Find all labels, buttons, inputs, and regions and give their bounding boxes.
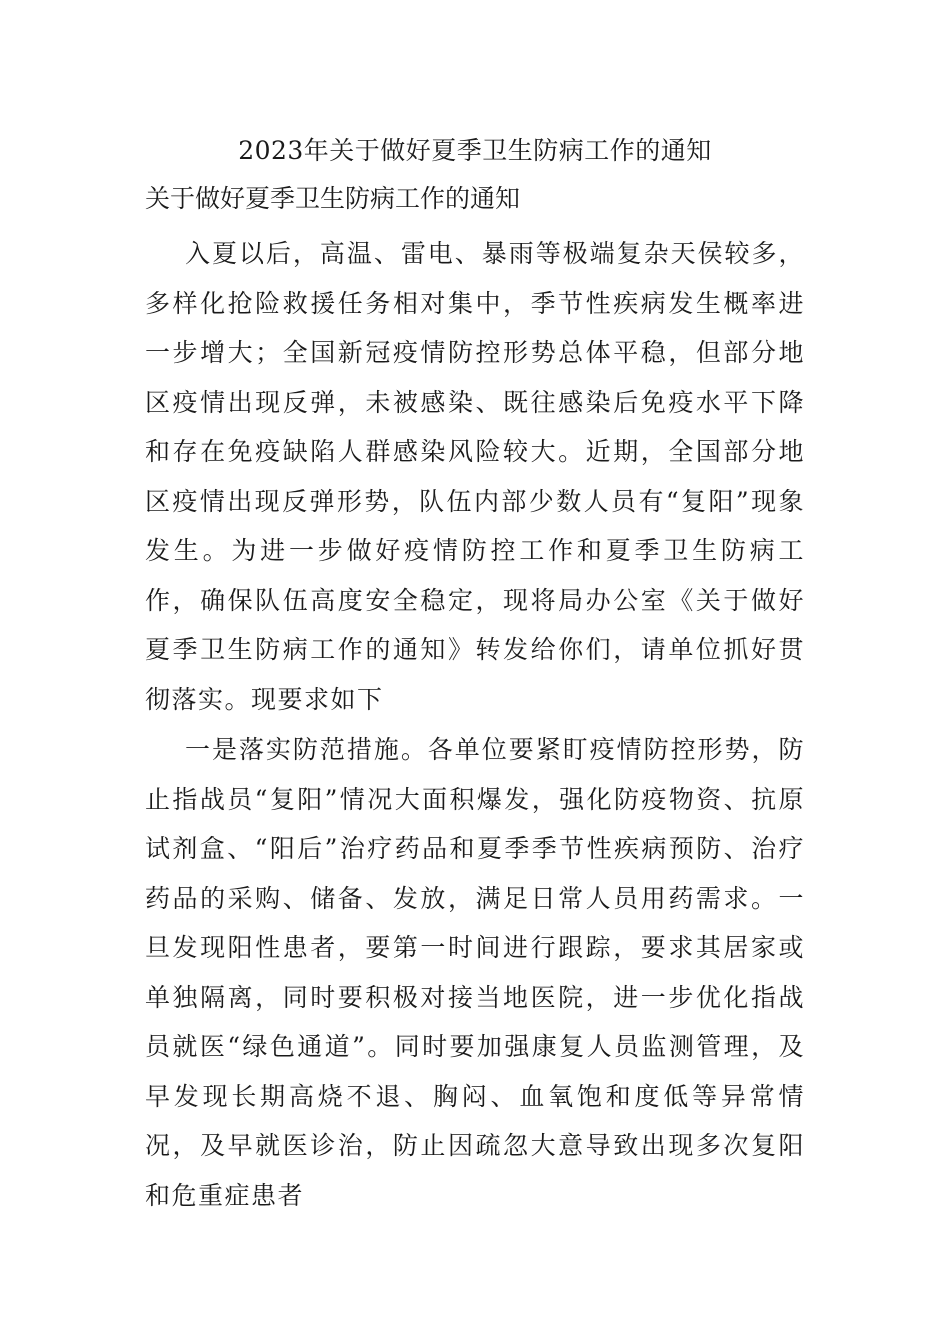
document-title: 2023年关于做好夏季卫生防病工作的通知	[238, 136, 712, 165]
document-subtitle: 关于做好夏季卫生防病工作的通知	[145, 184, 521, 213]
body-paragraph-intro: 入夏以后，高温、雷电、暴雨等极端复杂天侯较多，多样化抢险救援任务相对集中，季节性疾病发生概率进一步增大；全国新冠疫情防控形势总体平稳，但部分地区疫情出现反弹，未被感染、既往感染后免疫水平下降和存在免疫缺陷人群感染风险较大。近期，全国部分地区疫情出现反弹形势，队伍内部少数人员有“复阳”现象发生。为进一步做好疫情防控工作和夏季卫生防病工作，确保队伍高度安全稳定，现将局办公室《关于做好夏季卫生防病工作的通知》转发给你们，请单位抓好贯彻落实。现要求如下	[145, 239, 805, 714]
body-paragraph-measures: 一是落实防范措施。各单位要紧盯疫情防控形势，防止指战员“复阳”情况大面积爆发，强化防疫物资、抗原试剂盒、“阳后”治疗药品和夏季季节性疾病预防、治疗药品的采购、储备、发放，满足日常人员用药需求。一旦发现阳性患者，要第一时间进行跟踪，要求其居家或单独隔离，同时要积极对接当地医院，进一步优化指战员就医“绿色通道”。同时要加强康复人员监测管理，及早发现长期高烧不退、胸闷、血氧饱和度低等异常情况，及早就医诊治，防止因疏忽大意导致出现多次复阳和危重症患者	[145, 735, 805, 1210]
